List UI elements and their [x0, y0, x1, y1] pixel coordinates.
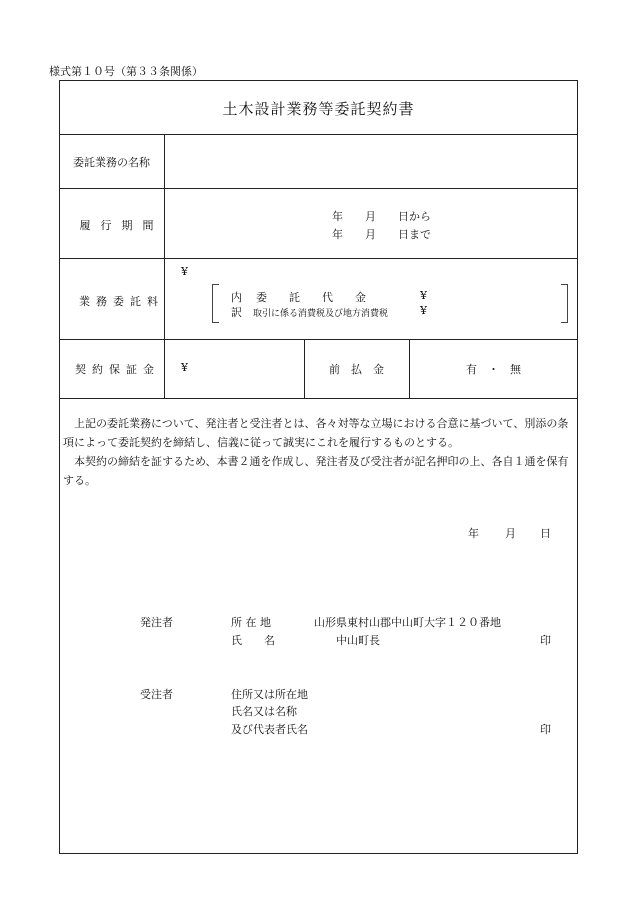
bracket-left	[212, 284, 219, 323]
breakdown-head: 内	[231, 291, 242, 304]
contractor-seal: 印	[540, 723, 551, 736]
advance-payment-value[interactable]: 有 ・ 無	[466, 363, 521, 376]
breakdown-head2: 訳	[231, 306, 242, 319]
orderer-name-label: 氏 名	[231, 634, 275, 647]
body-paragraph-1: 上記の委託業務について、発注者と受注者とは、各々対等な立場における合意に基づいて、別添の条項によって委託契約を締結し、信義に従って誠実にこれを履行するものとする。	[63, 417, 569, 449]
contractor-role: 受注者	[140, 688, 173, 701]
contractor-name-label: 氏名又は名称	[231, 705, 297, 718]
deposit-yen: ¥	[181, 361, 188, 374]
divider	[59, 258, 578, 259]
date-year: 年	[468, 527, 479, 540]
period-end: 年 月 日まで	[332, 228, 431, 241]
orderer-address-value: 山形県東村山郡中山町大字１２０番地	[314, 616, 501, 629]
commission-amount-label: 委 託 代 金	[256, 291, 366, 304]
document-title: 土木設計業務等委託契約書	[222, 100, 415, 118]
body-paragraph-2: 本契約の締結を証するため、本書２通を作成し、発注者及び受注者が記名押印の上、各自１通を保有する。	[63, 455, 569, 487]
divider	[59, 398, 578, 399]
orderer-seal: 印	[540, 634, 551, 647]
divider	[59, 134, 578, 135]
orderer-name-value: 中山町長	[336, 634, 380, 647]
divider	[59, 188, 578, 189]
fee-label: 業務委託料	[79, 295, 164, 308]
date-month: 月	[505, 527, 516, 540]
tax-label: 取引に係る消費税及び地方消費税	[253, 309, 389, 319]
form-number: 様式第１０号（第３３条関係）	[49, 65, 203, 78]
period-label: 履行期間	[79, 219, 164, 232]
bracket-right	[561, 284, 568, 323]
date-day: 日	[540, 527, 551, 540]
commission-amount-yen: ¥	[420, 289, 427, 302]
tax-yen: ¥	[420, 304, 427, 317]
column-divider	[164, 134, 165, 398]
advance-payment-label: 前 払 金	[329, 363, 384, 376]
period-start: 年 月 日から	[332, 210, 431, 223]
orderer-address-label: 所 在 地	[231, 616, 271, 629]
divider	[59, 339, 578, 340]
business-name-label: 委託業務の名称	[73, 156, 150, 169]
orderer-role: 発注者	[140, 616, 173, 629]
deposit-label: 契約保証金	[75, 363, 160, 376]
contractor-rep-label: 及び代表者氏名	[231, 723, 308, 736]
fee-yen: ¥	[181, 265, 188, 278]
contractor-address-label: 住所又は所在地	[231, 688, 308, 701]
